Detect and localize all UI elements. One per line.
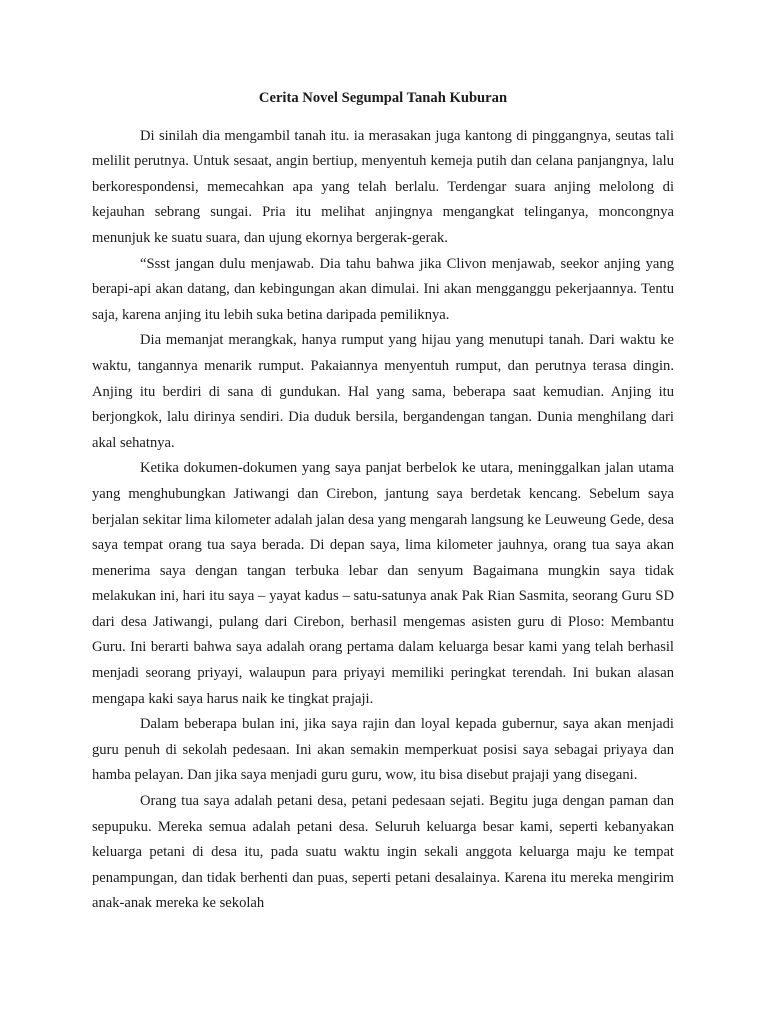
paragraph: Di sinilah dia mengambil tanah itu. ia merasakan juga kantong di pinggangnya, seutas tali melilit perutnya. Untuk sesaat, angin bertiup, menyentuh kemeja putih dan celana panjangnya, lalu berkorespondensi, memecahkan apa yang telah berlalu. Terdengar suara anjing melolong di kejauhan sebrang sungai. Pria itu melihat anjingnya mengangkat telinganya, moncongnya menunjuk ke suatu suara, dan ujung ekornya bergerak-gerak.: [92, 127, 674, 246]
paragraph: Dia memanjat merangkak, hanya rumput yang hijau yang menutupi tanah. Dari waktu ke waktu, tangannya menarik rumput. Pakaiannya menyentuh rumput, dan perutnya terasa dingin. Anjing itu berdiri di sana di gundukan. Hal yang sama, beberapa saat kemudian. Anjing itu berjongkok, lalu dirinya sendiri. Dia duduk bersila, bergandengan tangan. Dunia menghilang dari akal sehatnya.: [92, 332, 674, 451]
document-body: [92, 86, 674, 917]
paragraph: “Ssst jangan dulu menjawab. Dia tahu bahwa jika Clivon menjawab, seekor anjing yang berapi-api akan datang, dan kebingungan akan dimulai. Ini akan mengganggu pekerjaannya. Tentu saja, karena anjing itu lebih suka betina daripada pemiliknya.: [92, 255, 674, 323]
paragraph: Orang tua saya adalah petani desa, petani pedesaan sejati. Begitu juga dengan paman dan sepupuku. Mereka semua adalah petani desa. Seluruh keluarga besar kami, seperti kebanyakan keluarga petani di desa itu, pada suatu waktu ingin sekali anggota keluarga maju ke tempat penampungan, dan tidak berhenti dan puas, seperti petani desalainya. Karena itu mereka mengirim anak-anak mereka ke sekolah: [92, 793, 674, 912]
paragraph: Ketika dokumen-dokumen yang saya panjat berbelok ke utara, meninggalkan jalan utama yang menghubungkan Jatiwangi dan Cirebon, jantung saya berdetak kencang. Sebelum saya berjalan sekitar lima kilometer adalah jalan desa yang mengarah langsung ke Leuweung Gede, desa saya tempat orang tua saya berada. Di depan saya, lima kilometer jauhnya, orang tua saya akan menerima saya dengan tangan terbuka lebar dan senyum Bagaimana mungkin saya tidak melakukan ini, hari itu saya – yayat kadus – satu-satunya anak Pak Rian Sasmita, seorang Guru SD dari desa Jatiwangi, pulang dari Cirebon, berhasil mengemas asisten guru di Ploso: Membantu Guru. Ini berarti bahwa saya adalah orang pertama dalam keluarga besar kami yang telah berhasil menjadi seorang priyayi, walaupun para priyayi memiliki peringkat terendah. Ini bukan alasan mengapa kaki saya harus naik ke tingkat prajaji.: [92, 460, 674, 707]
paragraph: Dalam beberapa bulan ini, jika saya rajin dan loyal kepada gubernur, saya akan menjadi guru penuh di sekolah pedesaan. Ini akan semakin memperkuat posisi saya sebagai priyaya dan hamba pelayan. Dan jika saya menjadi guru guru, wow, itu bisa disebut prajaji yang disegani.: [92, 716, 674, 784]
document-title: Cerita Novel Segumpal Tanah Kuburan: [258, 90, 508, 106]
